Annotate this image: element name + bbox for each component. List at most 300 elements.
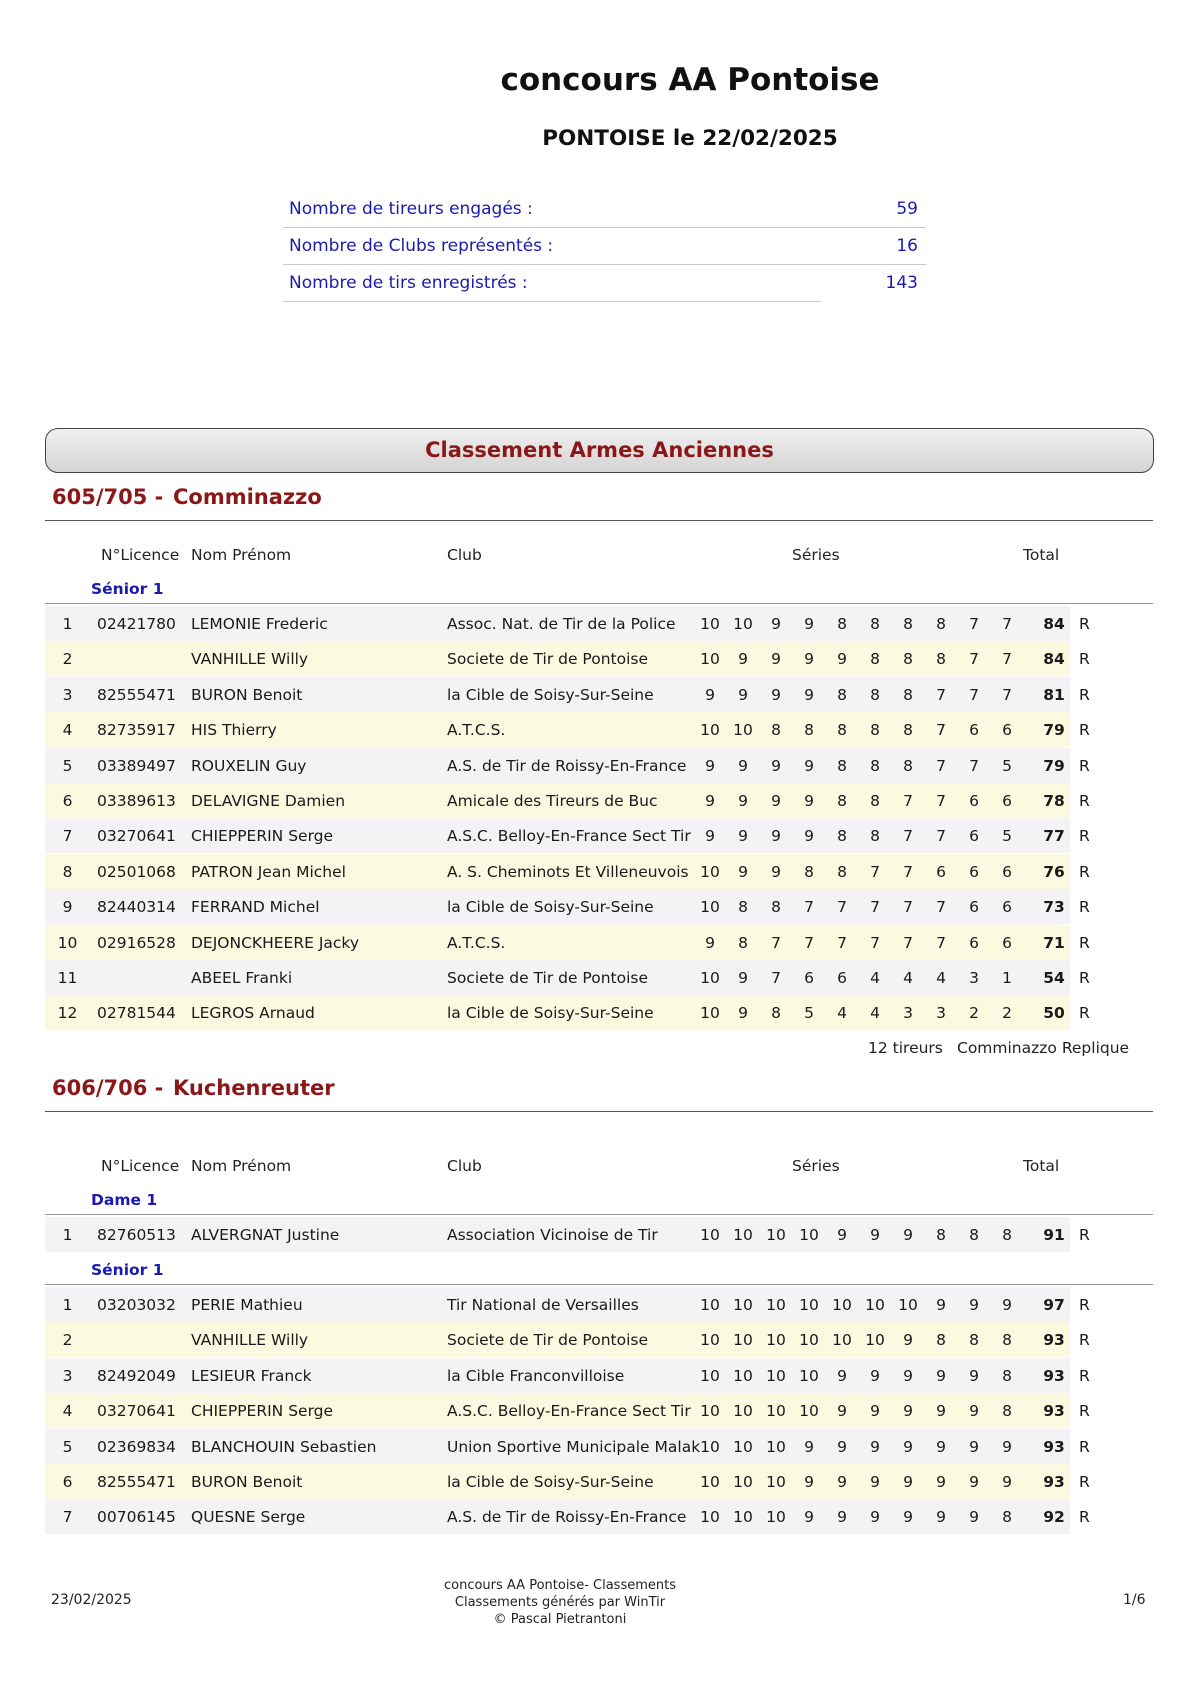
rank-cell: 5	[62, 1437, 73, 1456]
table-row	[45, 925, 1153, 960]
col-header-licence: N°Licence	[101, 1157, 180, 1175]
divider	[45, 1284, 1153, 1285]
series-score: 9	[903, 1402, 913, 1421]
flag-cell: R	[1079, 1004, 1090, 1023]
series-score: 9	[903, 1473, 913, 1491]
stat-row-clubs	[283, 228, 926, 265]
series-score: 9	[771, 756, 781, 775]
name-cell: BURON Benoit	[191, 1473, 303, 1491]
series-score: 6	[1002, 721, 1012, 740]
series-score: 7	[969, 615, 979, 633]
series-score: 7	[969, 756, 979, 775]
series-score: 7	[870, 933, 880, 952]
table-row	[45, 1393, 1153, 1428]
series-score: 9	[870, 1402, 880, 1421]
name-cell: CHIEPPERIN Serge	[191, 1402, 334, 1421]
series-score: 8	[870, 756, 880, 775]
stat-row-shooters	[283, 191, 926, 228]
series-score: 7	[837, 933, 847, 952]
series-score: 9	[837, 1508, 847, 1527]
divider	[45, 520, 1153, 521]
series-score: 10	[700, 1508, 720, 1527]
footer-line: Classements générés par WinTir	[454, 1595, 666, 1610]
series-score: 9	[738, 650, 748, 669]
series-score: 8	[903, 615, 913, 633]
flag-cell: R	[1079, 1366, 1090, 1385]
series-score: 7	[903, 862, 913, 881]
stat-row-shots	[283, 265, 926, 302]
series-score: 8	[1002, 1402, 1012, 1421]
footer-date: 23/02/2025	[51, 1592, 132, 1608]
total-cell: 93	[1043, 1437, 1065, 1456]
series-score: 8	[804, 721, 814, 740]
series-score: 7	[936, 756, 946, 775]
series-score: 6	[969, 898, 979, 917]
series-score: 7	[936, 898, 946, 917]
series-score: 8	[903, 650, 913, 669]
divider	[283, 301, 821, 302]
series-score: 5	[1002, 756, 1012, 775]
name-cell: HIS Thierry	[191, 721, 277, 740]
series-score: 10	[733, 1402, 753, 1421]
total-cell: 71	[1043, 933, 1065, 952]
series-score: 9	[771, 615, 781, 633]
name-cell: LEMONIE Frederic	[191, 615, 328, 633]
flag-cell: R	[1079, 615, 1090, 633]
category-code: 605/705 -	[52, 485, 164, 509]
footer-credits	[400, 1577, 720, 1628]
series-score: 9	[837, 1226, 847, 1244]
series-score: 9	[903, 1226, 913, 1244]
series-score: 10	[700, 969, 720, 987]
flag-cell: R	[1079, 969, 1090, 987]
club-cell: la Cible Franconvilloise	[447, 1366, 625, 1385]
total-cell: 91	[1043, 1226, 1065, 1244]
series-score: 9	[837, 1473, 847, 1491]
col-header-licence: N°Licence	[101, 546, 180, 564]
name-cell: BURON Benoit	[191, 685, 303, 704]
rank-cell: 2	[62, 1331, 73, 1350]
series-score: 10	[799, 1366, 819, 1385]
series-score: 9	[969, 1296, 979, 1314]
divider	[45, 603, 1153, 604]
series-score: 3	[936, 1004, 946, 1023]
series-score: 10	[700, 862, 720, 881]
series-score: 8	[936, 615, 946, 633]
series-score: 8	[837, 615, 847, 633]
col-header-club: Club	[447, 546, 482, 564]
table-row	[45, 889, 1153, 924]
flag-cell: R	[1079, 898, 1090, 917]
stats-table	[283, 191, 926, 302]
series-score: 8	[903, 721, 913, 740]
club-cell: A.S. de Tir de Roissy-En-France	[447, 756, 687, 775]
series-score: 4	[837, 1004, 847, 1023]
series-score: 8	[1002, 1226, 1012, 1244]
divider	[45, 1214, 1153, 1215]
series-score: 7	[903, 792, 913, 810]
group-label: Sénior 1	[91, 1261, 164, 1279]
table-row	[45, 854, 1153, 889]
total-cell: 92	[1043, 1508, 1065, 1527]
series-score: 9	[903, 1437, 913, 1456]
series-score: 9	[738, 969, 748, 987]
series-score: 9	[804, 650, 814, 669]
stat-label: Nombre de Clubs représentés :	[289, 236, 554, 256]
table-row	[45, 641, 1153, 676]
group-label: Dame 1	[91, 1191, 158, 1209]
series-score: 10	[832, 1331, 852, 1350]
series-score: 8	[1002, 1331, 1012, 1350]
rank-cell: 4	[62, 1402, 73, 1421]
series-score: 4	[870, 969, 880, 987]
series-score: 9	[936, 1473, 946, 1491]
category-name: Comminazzo	[173, 485, 322, 509]
col-header-club: Club	[447, 1157, 482, 1175]
series-score: 7	[969, 650, 979, 669]
category-code: 606/706 -	[52, 1076, 164, 1100]
table-row	[45, 1217, 1153, 1252]
series-score: 10	[799, 1226, 819, 1244]
series-score: 9	[870, 1366, 880, 1385]
series-score: 7	[936, 792, 946, 810]
footer-line: concours AA Pontoise- Classements	[443, 1578, 676, 1593]
name-cell: DELAVIGNE Damien	[191, 792, 346, 810]
flag-cell: R	[1079, 1226, 1090, 1244]
series-score: 10	[799, 1331, 819, 1350]
total-cell: 93	[1043, 1331, 1065, 1350]
series-score: 9	[903, 1366, 913, 1385]
series-score: 6	[1002, 933, 1012, 952]
flag-cell: R	[1079, 862, 1090, 881]
series-score: 10	[700, 1004, 720, 1023]
series-score: 9	[837, 650, 847, 669]
series-score: 10	[700, 721, 720, 740]
rank-cell: 3	[62, 685, 73, 704]
series-score: 9	[738, 792, 748, 810]
series-score: 9	[771, 650, 781, 669]
series-score: 9	[705, 827, 715, 846]
rank-cell: 6	[62, 1473, 73, 1491]
club-cell: A.S.C. Belloy-En-France Sect Tir	[447, 1402, 691, 1421]
licence-cell: 02369834	[97, 1437, 176, 1456]
table-row	[45, 1287, 1153, 1322]
series-score: 8	[837, 862, 847, 881]
series-score: 9	[936, 1296, 946, 1314]
series-score: 7	[936, 827, 946, 846]
licence-cell: 82555471	[97, 685, 176, 704]
name-cell: DEJONCKHEERE Jacky	[191, 933, 360, 952]
series-score: 8	[903, 685, 913, 704]
club-cell: la Cible de Soisy-Sur-Seine	[447, 685, 654, 704]
series-score: 9	[936, 1402, 946, 1421]
series-score: 9	[837, 1402, 847, 1421]
series-score: 9	[936, 1508, 946, 1527]
name-cell: ALVERGNAT Justine	[191, 1226, 340, 1244]
total-cell: 93	[1043, 1366, 1065, 1385]
col-header-total: Total	[1023, 1157, 1060, 1175]
series-score: 8	[738, 933, 748, 952]
series-score: 9	[804, 1508, 814, 1527]
total-cell: 50	[1043, 1004, 1065, 1023]
series-score: 8	[936, 1226, 946, 1244]
flag-cell: R	[1079, 1508, 1090, 1527]
series-score: 10	[766, 1296, 786, 1314]
series-score: 5	[804, 1004, 814, 1023]
series-score: 8	[936, 650, 946, 669]
licence-cell: 02781544	[97, 1004, 176, 1023]
stat-label: Nombre de tirs enregistrés :	[289, 273, 528, 293]
licence-cell: 03389497	[97, 756, 176, 775]
licence-cell: 82440314	[97, 898, 176, 917]
series-score: 10	[733, 1226, 753, 1244]
club-cell: A.T.C.S.	[447, 721, 506, 740]
series-score: 5	[1002, 827, 1012, 846]
series-score: 9	[804, 1473, 814, 1491]
series-score: 9	[738, 827, 748, 846]
series-score: 10	[700, 1296, 720, 1314]
divider	[45, 1111, 1153, 1112]
series-score: 8	[837, 792, 847, 810]
series-score: 7	[903, 933, 913, 952]
series-score: 8	[969, 1226, 979, 1244]
shooter-count: 12 tireurs	[868, 1039, 943, 1057]
rank-cell: 1	[62, 1226, 73, 1244]
series-score: 4	[870, 1004, 880, 1023]
series-score: 9	[771, 685, 781, 704]
series-score: 8	[870, 685, 880, 704]
rank-cell: 12	[57, 1004, 78, 1023]
licence-cell: 03389613	[97, 792, 176, 810]
series-score: 9	[771, 792, 781, 810]
series-score: 8	[969, 1331, 979, 1350]
series-score: 7	[1002, 650, 1012, 669]
rank-cell: 11	[57, 969, 78, 987]
total-cell: 54	[1043, 969, 1065, 987]
series-score: 8	[870, 827, 880, 846]
series-score: 9	[804, 1437, 814, 1456]
series-score: 8	[903, 756, 913, 775]
series-score: 7	[903, 827, 913, 846]
series-score: 9	[903, 1331, 913, 1350]
series-score: 9	[870, 1473, 880, 1491]
series-score: 9	[738, 756, 748, 775]
series-score: 9	[705, 756, 715, 775]
rank-cell: 4	[62, 721, 73, 740]
series-score: 9	[969, 1437, 979, 1456]
series-score: 9	[969, 1508, 979, 1527]
licence-cell: 02916528	[97, 933, 176, 952]
club-cell: Union Sportive Municipale Malak	[447, 1437, 701, 1456]
footer-line: © Pascal Pietrantoni	[493, 1612, 627, 1627]
series-score: 6	[837, 969, 847, 987]
series-score: 7	[936, 933, 946, 952]
name-cell: VANHILLE Willy	[191, 650, 309, 669]
series-score: 6	[1002, 792, 1012, 810]
table-row	[45, 1358, 1153, 1393]
table-row	[45, 783, 1153, 818]
series-score: 10	[733, 1437, 753, 1456]
club-cell: la Cible de Soisy-Sur-Seine	[447, 1473, 654, 1491]
series-score: 2	[1002, 1004, 1012, 1023]
flag-cell: R	[1079, 792, 1090, 810]
flag-cell: R	[1079, 1437, 1090, 1456]
series-score: 10	[700, 1473, 720, 1491]
flag-cell: R	[1079, 650, 1090, 669]
series-score: 6	[804, 969, 814, 987]
series-score: 10	[766, 1331, 786, 1350]
series-score: 10	[700, 898, 720, 917]
club-cell: A.T.C.S.	[447, 933, 506, 952]
rank-cell: 6	[62, 792, 73, 810]
series-score: 4	[903, 969, 913, 987]
rank-cell: 7	[62, 1508, 73, 1527]
series-score: 9	[804, 756, 814, 775]
series-score: 8	[870, 721, 880, 740]
series-score: 7	[1002, 615, 1012, 633]
flag-cell: R	[1079, 756, 1090, 775]
licence-cell: 82492049	[97, 1366, 176, 1385]
series-score: 2	[969, 1004, 979, 1023]
series-score: 8	[870, 792, 880, 810]
series-score: 8	[837, 721, 847, 740]
licence-cell: 03270641	[97, 1402, 176, 1421]
name-cell: CHIEPPERIN Serge	[191, 827, 334, 846]
series-score: 8	[804, 862, 814, 881]
table-row	[45, 1322, 1153, 1357]
series-score: 10	[700, 1437, 720, 1456]
series-score: 9	[738, 1004, 748, 1023]
event-place-date: PONTOISE le 22/02/2025	[542, 126, 838, 151]
series-score: 1	[1002, 969, 1012, 987]
series-score: 8	[837, 685, 847, 704]
category-heading	[52, 1076, 335, 1100]
total-cell: 97	[1043, 1296, 1065, 1314]
series-score: 8	[1002, 1508, 1012, 1527]
col-header-series: Séries	[792, 1157, 840, 1175]
name-cell: ABEEL Franki	[191, 969, 293, 987]
rank-cell: 2	[62, 650, 73, 669]
series-score: 9	[804, 792, 814, 810]
series-score: 10	[733, 1508, 753, 1527]
series-score: 9	[837, 1437, 847, 1456]
table-row	[45, 748, 1153, 783]
series-score: 8	[837, 756, 847, 775]
series-score: 10	[700, 615, 720, 633]
club-cell: Amicale des Tireurs de Buc	[447, 792, 658, 810]
series-score: 10	[832, 1296, 852, 1314]
series-score: 6	[1002, 898, 1012, 917]
page-number: 1/6	[1123, 1592, 1146, 1608]
table-row	[45, 1464, 1153, 1499]
club-cell: la Cible de Soisy-Sur-Seine	[447, 1004, 654, 1023]
club-cell: Societe de Tir de Pontoise	[447, 650, 649, 669]
series-score: 8	[738, 898, 748, 917]
total-cell: 84	[1043, 615, 1065, 633]
series-score: 9	[771, 862, 781, 881]
name-cell: LESIEUR Franck	[191, 1366, 312, 1385]
series-score: 9	[870, 1226, 880, 1244]
series-score: 4	[936, 969, 946, 987]
series-score: 9	[705, 685, 715, 704]
series-score: 10	[733, 1366, 753, 1385]
flag-cell: R	[1079, 933, 1090, 952]
licence-cell: 00706145	[97, 1508, 176, 1527]
table-row	[45, 606, 1153, 641]
series-score: 7	[771, 969, 781, 987]
club-cell: la Cible de Soisy-Sur-Seine	[447, 898, 654, 917]
series-score: 9	[969, 1473, 979, 1491]
flag-cell: R	[1079, 685, 1090, 704]
weapon-name: Comminazzo Replique	[957, 1039, 1130, 1057]
series-score: 10	[733, 1331, 753, 1350]
series-score: 9	[705, 933, 715, 952]
series-score: 6	[969, 827, 979, 846]
total-cell: 84	[1043, 650, 1065, 669]
series-score: 3	[903, 1004, 913, 1023]
series-score: 9	[804, 685, 814, 704]
col-header-name: Nom Prénom	[191, 546, 292, 564]
flag-cell: R	[1079, 1473, 1090, 1491]
club-cell: Association Vicinoise de Tir	[447, 1226, 658, 1244]
section-banner: Classement Armes Anciennes	[45, 428, 1154, 473]
club-cell: Societe de Tir de Pontoise	[447, 1331, 649, 1350]
series-score: 3	[969, 969, 979, 987]
series-score: 7	[1002, 685, 1012, 704]
name-cell: QUESNE Serge	[191, 1508, 306, 1527]
series-score: 6	[969, 933, 979, 952]
flag-cell: R	[1079, 1331, 1090, 1350]
name-cell: VANHILLE Willy	[191, 1331, 309, 1350]
club-cell: A. S. Cheminots Et Villeneuvois	[447, 862, 689, 881]
series-score: 7	[903, 898, 913, 917]
series-score: 9	[903, 1508, 913, 1527]
series-score: 9	[804, 615, 814, 633]
name-cell: BLANCHOUIN Sebastien	[191, 1437, 377, 1456]
series-score: 9	[1002, 1296, 1012, 1314]
series-score: 7	[870, 862, 880, 881]
licence-cell: 03203032	[97, 1296, 176, 1314]
series-score: 9	[738, 685, 748, 704]
group-label: Sénior 1	[91, 580, 164, 598]
series-score: 8	[870, 650, 880, 669]
name-cell: ROUXELIN Guy	[191, 756, 307, 775]
series-score: 7	[870, 898, 880, 917]
table-row	[45, 1499, 1153, 1534]
series-score: 7	[837, 898, 847, 917]
series-score: 8	[936, 1331, 946, 1350]
licence-cell: 82760513	[97, 1226, 176, 1244]
licence-cell: 82735917	[97, 721, 176, 740]
total-cell: 79	[1043, 756, 1065, 775]
club-cell: Tir National de Versailles	[447, 1296, 639, 1314]
stat-value: 143	[885, 273, 918, 293]
col-header-name: Nom Prénom	[191, 1157, 292, 1175]
series-score: 7	[804, 898, 814, 917]
series-score: 10	[733, 721, 753, 740]
stat-value: 59	[896, 199, 918, 219]
col-header-total: Total	[1023, 546, 1060, 564]
club-cell: A.S.C. Belloy-En-France Sect Tir	[447, 827, 691, 846]
total-cell: 78	[1043, 792, 1065, 810]
stat-value: 16	[896, 236, 918, 256]
series-score: 7	[969, 685, 979, 704]
total-cell: 73	[1043, 898, 1065, 917]
series-score: 10	[700, 1226, 720, 1244]
series-score: 10	[799, 1402, 819, 1421]
series-score: 9	[969, 1366, 979, 1385]
name-cell: LEGROS Arnaud	[191, 1004, 315, 1023]
